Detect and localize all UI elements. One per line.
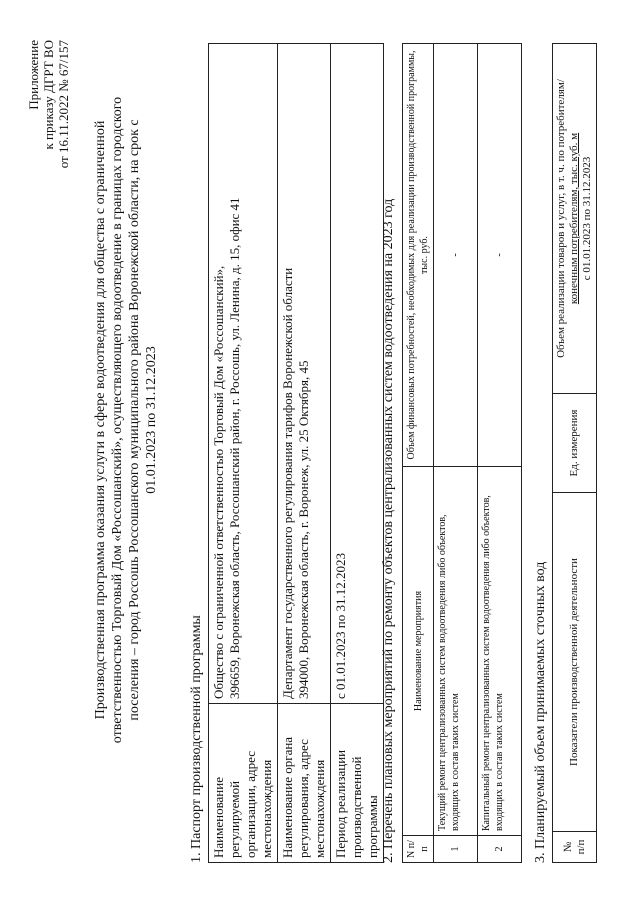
volume-header-line: Объем реализации товаров и услуг, в т. ч. по потребителям/ bbox=[555, 79, 567, 358]
volume-header-line: с 01.01.2023 по 31.12.2023 bbox=[581, 156, 593, 281]
table-row bbox=[209, 44, 278, 863]
table-header-row bbox=[553, 44, 597, 863]
row-number: 2 bbox=[478, 836, 522, 863]
wastewater-volume-table bbox=[552, 43, 597, 863]
column-header-number: № п/п bbox=[553, 832, 597, 863]
column-header-name: Наименование мероприятия bbox=[403, 467, 434, 836]
table-row bbox=[434, 44, 478, 863]
activity-name: Текущий ремонт централизованных систем водоотведения либо объектов, входящих в состав таких систем bbox=[434, 467, 478, 836]
appendix-line-3: от 16.11.2022 № 67/157 bbox=[56, 40, 71, 169]
passport-value bbox=[331, 44, 384, 704]
activity-value: - bbox=[434, 44, 478, 467]
passport-value-line: 396659, Воронежская область, Россошанский район, г. Россошь, ул. Ленина, д. 15, офис 41 bbox=[227, 197, 242, 699]
appendix-line-2: к приказу ДГРТ ВО bbox=[41, 40, 56, 150]
column-header-unit: Ед. измерения bbox=[553, 394, 597, 493]
activity-value: - bbox=[478, 44, 522, 467]
passport-label: Наименование органа регулирования, адрес местонахождения bbox=[278, 704, 331, 863]
section-1-heading: 1. Паспорт производственной программы bbox=[189, 615, 204, 863]
passport-value bbox=[209, 44, 278, 704]
passport-value-line: Департамент государственного регулирования тарифов Воронежской области bbox=[280, 267, 295, 699]
passport-value-line: Общество с ограниченной ответственностью Торговый Дом «Россошанский», bbox=[211, 265, 226, 699]
document-title: Производственная программа оказания услуги в сфере водоотведения для общества с ограниченной ответственностью Торговый Дом «Россошанский», осуществляющего водоотведение в границах городского поселения – город Россошь Россошанского муниципального района Воронежской области, на срок с 01.01.2023 по 31.12.2023 bbox=[93, 96, 159, 744]
row-number: 1 bbox=[434, 836, 478, 863]
repair-activities-table bbox=[402, 43, 522, 863]
appendix-line-1: Приложение bbox=[26, 40, 41, 110]
passport-value-line: 394000, Воронежская область, г. Воронеж, ул. 25 Октября, 45 bbox=[296, 360, 311, 699]
activity-name: Капитальный ремонт централизованных систем водоотведения либо объектов, входящих в состав таких систем bbox=[478, 467, 522, 836]
passport-table bbox=[208, 43, 384, 863]
column-header-volume bbox=[553, 44, 597, 394]
table-row bbox=[478, 44, 522, 863]
table-header-row bbox=[403, 44, 434, 863]
passport-value-line: с 01.01.2023 по 31.12.2023 bbox=[333, 553, 348, 699]
volume-header-line: конечным потребителям, тыс. куб. м bbox=[568, 132, 580, 305]
section-2-heading: 2. Перечень плановых мероприятий по ремонту объектов централизованных систем водоотведения на 2023 год bbox=[381, 198, 396, 863]
table-row bbox=[331, 44, 384, 863]
column-header-finance: Объем финансовых потребностей, необходимых для реализации производственной программы, тыс. руб. bbox=[403, 44, 434, 467]
section-3-heading: 3. Планируемый объем принимаемых сточных вод bbox=[533, 561, 548, 863]
column-header-indicator: Показатели производственной деятельности bbox=[553, 493, 597, 832]
passport-value bbox=[278, 44, 331, 704]
appendix-block bbox=[26, 40, 71, 168]
column-header-number: N п/п bbox=[403, 836, 434, 863]
table-row bbox=[278, 44, 331, 863]
passport-label: Период реализации производственной программы bbox=[331, 704, 384, 863]
passport-label: Наименование регулируемой организации, адрес местонахождения bbox=[209, 704, 278, 863]
